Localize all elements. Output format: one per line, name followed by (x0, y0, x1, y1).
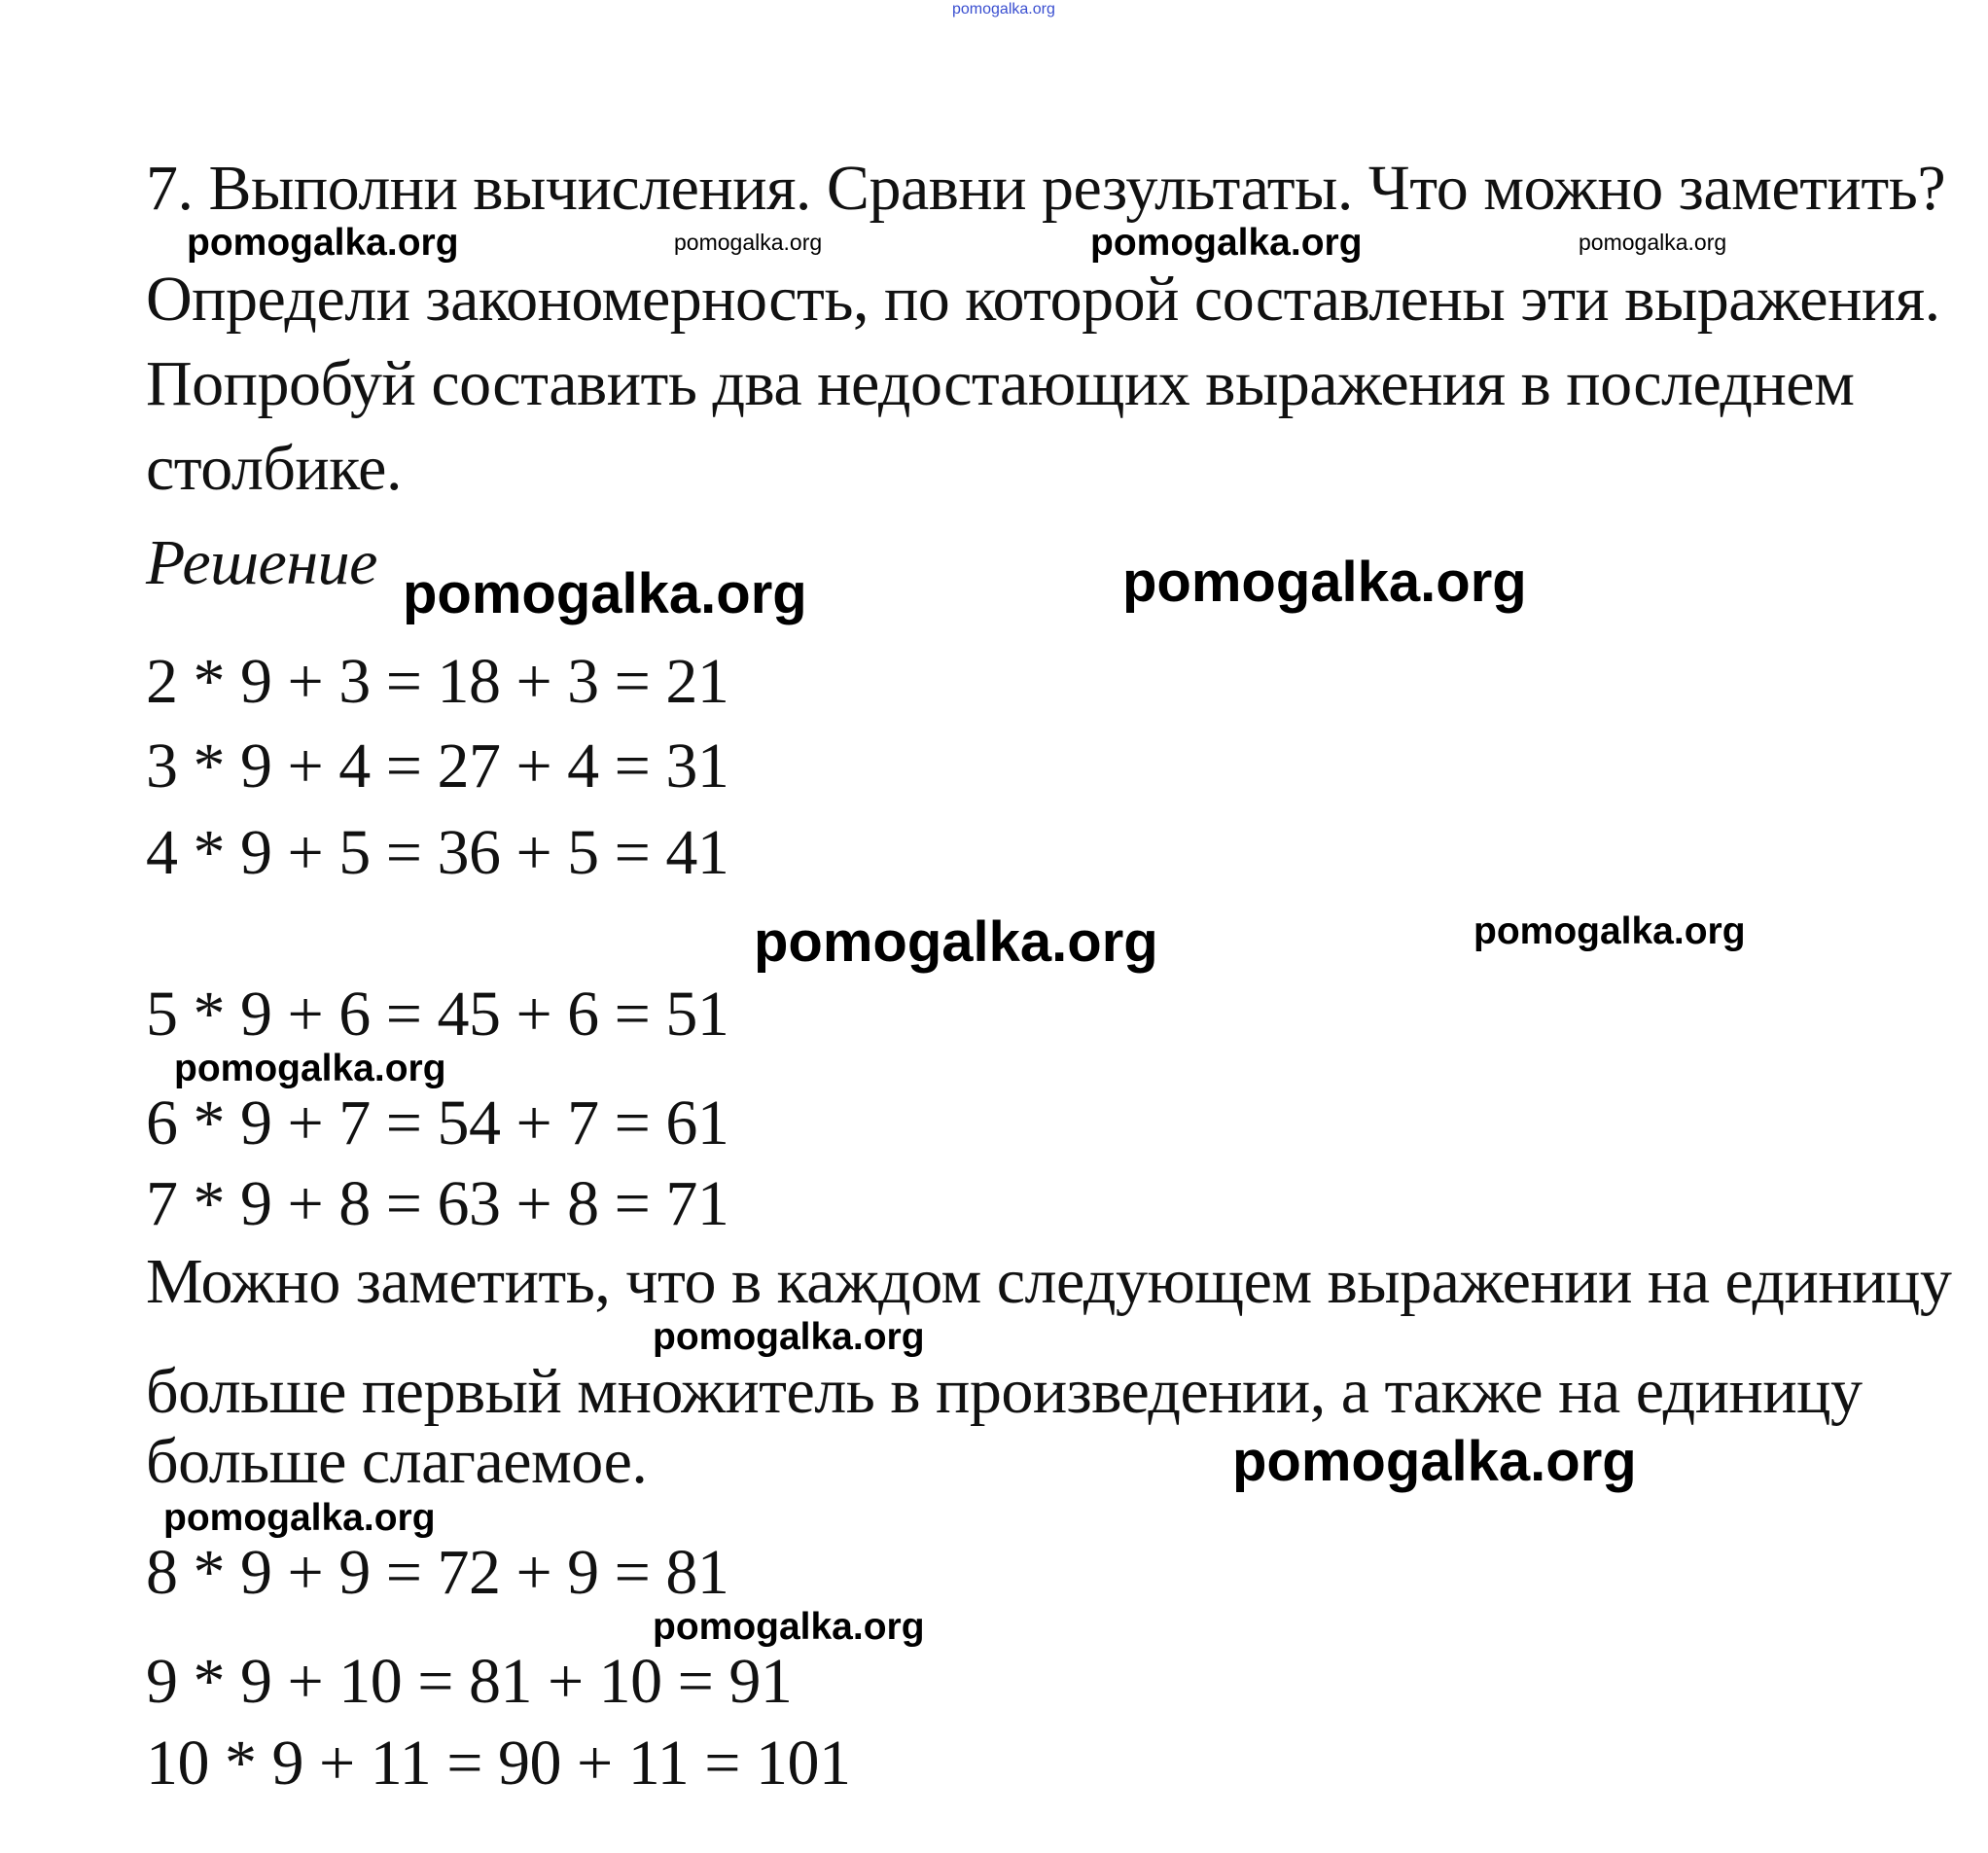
solution-heading: Решение (146, 527, 377, 598)
watermark: pomogalka.org (1579, 230, 1727, 255)
equation: 8 * 9 + 9 = 72 + 9 = 81 (146, 1537, 729, 1608)
task-line: Определи закономерность, по которой составлены эти выражения. (146, 264, 1940, 335)
equation: 5 * 9 + 6 = 45 + 6 = 51 (146, 979, 729, 1050)
observation-line: Можно заметить, что в каждом следующем выражении на единицу (146, 1246, 1952, 1317)
watermark: pomogalka.org (403, 562, 807, 625)
task-line: Попробуй составить два недостающих выражения в последнем (146, 348, 1855, 419)
watermark: pomogalka.org (653, 1606, 925, 1648)
watermark: pomogalka.org (187, 222, 459, 264)
watermark: pomogalka.org (1090, 222, 1363, 264)
equation: 9 * 9 + 10 = 81 + 10 = 91 (146, 1646, 793, 1717)
watermark: pomogalka.org (952, 1, 1055, 18)
watermark: pomogalka.org (1122, 551, 1527, 614)
watermark: pomogalka.org (653, 1316, 925, 1358)
watermark: pomogalka.org (1232, 1430, 1637, 1493)
task-line: столбике. (146, 433, 402, 504)
equation: 7 * 9 + 8 = 63 + 8 = 71 (146, 1168, 729, 1239)
watermark: pomogalka.org (174, 1048, 446, 1089)
task-line: 7. Выполни вычисления. Сравни результаты. Что можно заметить? (146, 153, 1946, 224)
watermark: pomogalka.org (1473, 910, 1746, 952)
watermark: pomogalka.org (754, 910, 1158, 974)
watermark: pomogalka.org (163, 1497, 436, 1539)
equation: 6 * 9 + 7 = 54 + 7 = 61 (146, 1087, 729, 1158)
observation-line: больше первый множитель в произведении, а также на единицу (146, 1356, 1863, 1427)
watermark: pomogalka.org (674, 230, 823, 255)
equation: 4 * 9 + 5 = 36 + 5 = 41 (146, 817, 729, 888)
equation: 10 * 9 + 11 = 90 + 11 = 101 (146, 1728, 851, 1799)
equation: 2 * 9 + 3 = 18 + 3 = 21 (146, 646, 729, 717)
observation-line: больше слагаемое. (146, 1426, 648, 1497)
equation: 3 * 9 + 4 = 27 + 4 = 31 (146, 731, 729, 802)
